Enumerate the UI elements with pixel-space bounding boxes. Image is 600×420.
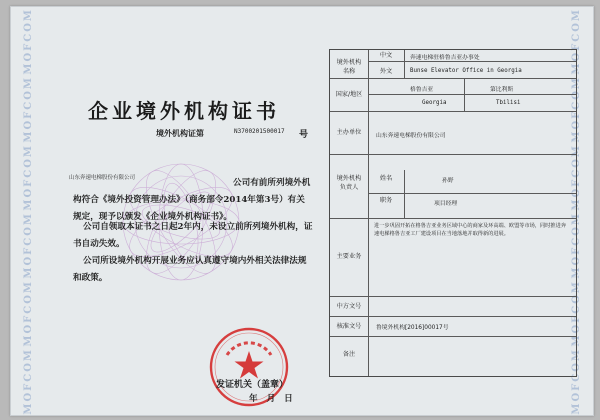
watermark-text: MOFCOM	[570, 211, 582, 279]
person-label: 境外机构负责人	[336, 175, 362, 191]
issuing-authority: 发证机关（盖章）	[216, 380, 289, 390]
org-name-foreign: Bunse Elevator Office in Georgia	[410, 68, 522, 74]
country-label: 国家/地区	[335, 91, 363, 98]
approval-doc-label: 核准文号	[336, 323, 362, 330]
watermark-text: MOFCOM	[570, 75, 582, 143]
watermark-text: MOFCOM	[570, 143, 582, 211]
certificate-number-row	[156, 128, 316, 142]
foreign-label: 外文	[379, 68, 393, 75]
watermark-text: MOFCOM	[570, 279, 582, 347]
paragraph-1: 公司有前所列境外机构符合《境外投资管理办法》（商务部令2014年第3号）有关规定，现予以颁发《企业境外机构证书》。	[73, 178, 311, 222]
watermark-text: MOFCOM	[22, 211, 34, 279]
name-label: 姓名	[379, 175, 393, 182]
host-label: 主办单位	[336, 129, 362, 136]
host-company: 山东奔速电梯股份有限公司	[376, 133, 446, 139]
watermark-text: MOFCOM	[22, 75, 34, 143]
country-en: Georgia	[422, 100, 447, 106]
watermark-text: MOFCOM	[22, 7, 34, 75]
company-name: 山东奔速电梯股份有限公司	[69, 175, 136, 181]
org-name-chinese: 奔速电梯驻格鲁吉亚办事处	[410, 55, 480, 61]
watermark-left	[17, 7, 39, 415]
watermark-text: MOFCOM	[22, 143, 34, 211]
certificate-title: 企业境外机构证书	[88, 99, 280, 123]
watermark-text: MOFCOM	[570, 7, 582, 75]
person-name: 孙野	[442, 178, 454, 184]
city-en: Tbilisi	[496, 100, 521, 106]
certificate-number-suffix: 号	[299, 130, 309, 140]
issue-date: 年 月 日	[249, 394, 296, 404]
job-title-label: 职务	[379, 197, 393, 204]
business-scope: 进一步巩固开拓在格鲁吉亚业务区域中心的商家及环高端、欧盟等市场，同时推进奔速电梯格鲁吉亚工厂建设项目在当地落地并取得新的进展。	[374, 223, 566, 237]
watermark-text: MOFCOM	[22, 279, 34, 347]
certificate-number-label: 境外机构证第	[156, 128, 204, 138]
city-zh: 第比利斯	[490, 87, 514, 93]
watermark-text: MOFCOM	[22, 347, 34, 415]
approval-doc-value: 鲁境外机构[2016]00017号	[376, 325, 449, 331]
country-zh: 格鲁吉亚	[410, 87, 434, 93]
certificate-info-table	[329, 49, 577, 377]
chinese-label: 中文	[379, 52, 393, 59]
org-name-label: 境外机构名称	[336, 59, 362, 75]
remark-label: 备注	[342, 351, 356, 358]
cn-doc-label: 中方文号	[336, 303, 362, 310]
paragraph-3: 公司所设境外机构开展业务应认真遵守境内外相关法律法规和政策。	[73, 256, 307, 283]
certificate-number-value: N3700201500017	[234, 128, 285, 135]
watermark-text: MOFCOM	[570, 347, 582, 415]
person-title: 项目经理	[434, 201, 458, 207]
scope-label: 主要业务	[336, 253, 362, 260]
paragraph-2: 公司自领取本证书之日起2年内，未设立前所列境外机构，证书自动失效。	[73, 222, 313, 249]
certificate-sheet	[10, 6, 594, 416]
